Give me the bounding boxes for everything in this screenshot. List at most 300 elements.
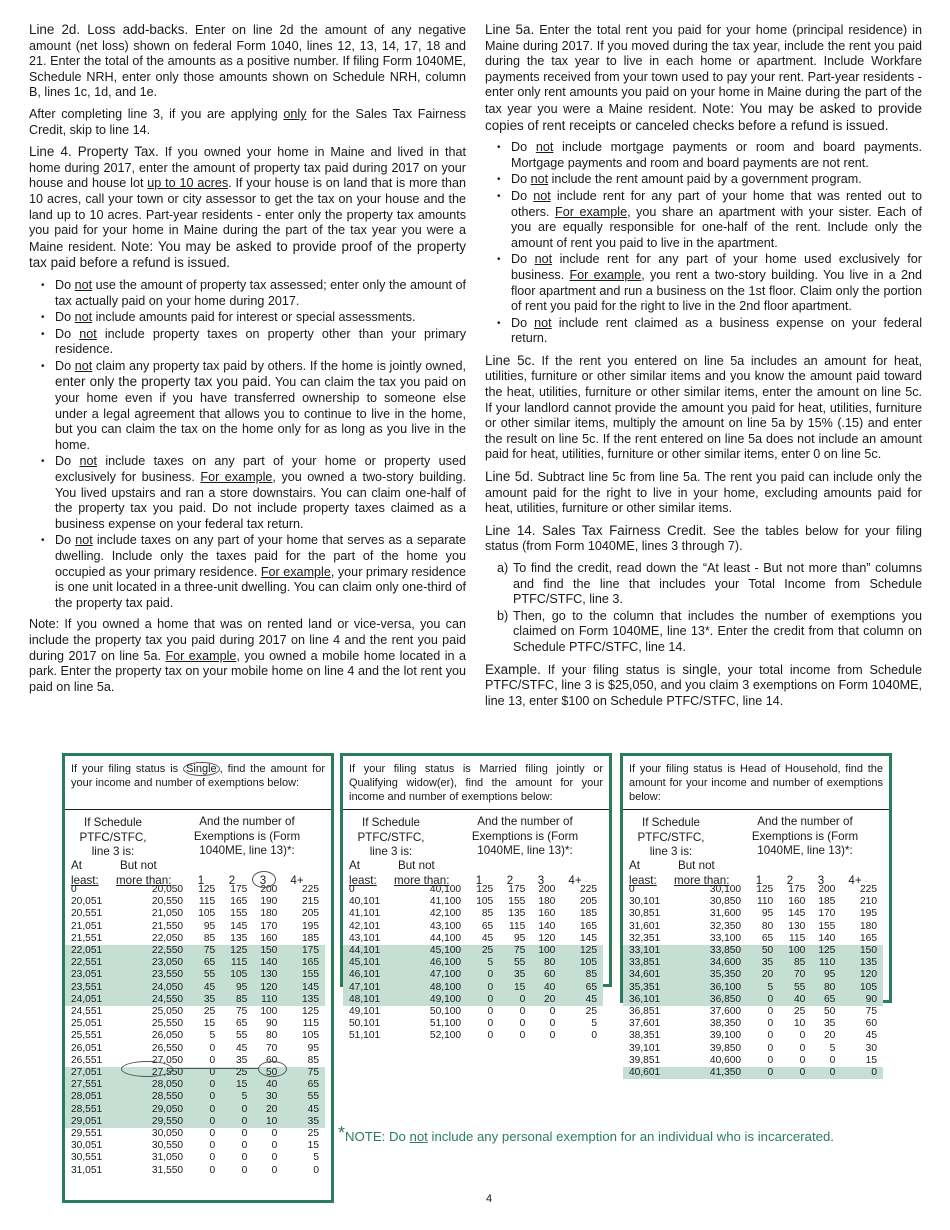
credit-cell: 45 bbox=[235, 1042, 248, 1054]
at-least-cell: 41,101 bbox=[349, 908, 381, 920]
table-row bbox=[343, 994, 603, 1006]
but-not-more-than-cell: 24,550 bbox=[119, 994, 183, 1006]
bullet-text: include rent for any part of your home that was rented out to others. bbox=[511, 188, 922, 219]
credit-cell: 0 bbox=[741, 1067, 773, 1079]
but-not-more-than-cell: 36,850 bbox=[677, 994, 741, 1006]
heading-line: Exemptions is (Form bbox=[751, 829, 859, 843]
credit-cell: 95 bbox=[215, 982, 247, 994]
single-table bbox=[62, 753, 334, 1203]
credit-cell: 25 bbox=[215, 1067, 247, 1079]
credit-cell: 0 bbox=[741, 994, 773, 1006]
but-not-more-than-cell: 27,550 bbox=[119, 1067, 183, 1079]
credit-cell: 65 bbox=[555, 982, 603, 994]
credit-cell: 135 bbox=[508, 908, 526, 920]
but-not-more-than-cell: 37,600 bbox=[709, 1006, 742, 1018]
exemption-4plus-heading: 4+ bbox=[290, 874, 304, 887]
line-5a-note: Note: You may be asked to provide copies of rent receipts or canceled checks before a refund is issued. bbox=[485, 100, 922, 133]
table-row bbox=[65, 1152, 325, 1164]
bullet-text: include taxes on any part of your home or property used exclusively for business. bbox=[55, 454, 466, 485]
bullet-text: You can claim the tax you paid on your home even if you have transferred ownership to someone else under a legal agreement that allows you to continue to live in the home, but you can claim the tax on the home only for as long as you live in the home. bbox=[55, 375, 467, 452]
credit-cell: 120 bbox=[835, 969, 883, 981]
at-least-cell: 38,351 bbox=[629, 1030, 661, 1042]
at-least-cell: 27,551 bbox=[65, 1079, 119, 1091]
heading-line: But not bbox=[678, 859, 715, 872]
table-row bbox=[343, 1006, 603, 1018]
bullet-text: include rent claimed as a business expense on your federal return. bbox=[511, 315, 922, 346]
credit-cell: 105 bbox=[215, 969, 247, 981]
credit-cell: 125 bbox=[198, 884, 216, 895]
credit-cell: 0 bbox=[767, 1006, 774, 1018]
exemptions-heading bbox=[177, 815, 317, 859]
exemptions-heading bbox=[735, 815, 875, 859]
credit-cell: 45 bbox=[555, 994, 603, 1006]
but-not-more-than-cell: 48,100 bbox=[397, 982, 461, 994]
only-underlined: only bbox=[283, 106, 307, 121]
footnote-star: * bbox=[338, 1123, 346, 1143]
credit-cell: 225 bbox=[860, 884, 877, 895]
table-row bbox=[623, 957, 883, 969]
at-least-cell: 24,051 bbox=[65, 994, 119, 1006]
income-heading bbox=[629, 816, 713, 860]
heading-line: line 3 is: bbox=[649, 845, 693, 858]
property-tax-bullets bbox=[29, 278, 466, 611]
credit-cell: 110 bbox=[247, 994, 277, 1006]
credit-cell: 5 bbox=[209, 1030, 216, 1042]
but-not-more-than-cell: 31,550 bbox=[151, 1164, 184, 1176]
bullet-item bbox=[55, 327, 466, 358]
credit-cell: 65 bbox=[481, 920, 494, 932]
credit-cell: 75 bbox=[865, 1006, 877, 1018]
table-row bbox=[623, 994, 883, 1006]
credit-cell: 0 bbox=[799, 1042, 806, 1054]
table-row bbox=[623, 969, 883, 981]
bullet-item bbox=[511, 189, 922, 251]
credit-cell: 5 bbox=[215, 1091, 247, 1103]
column-headers bbox=[65, 810, 331, 887]
at-least-cell: 27,051 bbox=[65, 1067, 119, 1079]
step-item bbox=[497, 561, 922, 608]
table-row bbox=[623, 1018, 883, 1030]
table-row bbox=[65, 921, 325, 933]
credit-cell: 55 bbox=[773, 982, 805, 994]
incarcerated-footnote bbox=[338, 1125, 834, 1146]
credit-cell: 0 bbox=[183, 1116, 215, 1128]
credit-cell: 0 bbox=[549, 1030, 556, 1042]
credit-cell: 25 bbox=[585, 1006, 597, 1018]
credit-cell: 45 bbox=[865, 1030, 877, 1042]
credit-cell: 80 bbox=[525, 957, 555, 969]
but-not-more-than-cell: 45,100 bbox=[397, 945, 461, 957]
heading-line: least: bbox=[71, 873, 99, 887]
at-least-cell: 45,101 bbox=[343, 957, 397, 969]
step-text: Then, go to the column that includes the number of exemptions you claimed on Form 1040ME, line 13*. Enter the credit from that column on Schedule PTFC/STFC, line 14. bbox=[513, 608, 922, 654]
credit-cell: 35 bbox=[493, 969, 525, 981]
bullet-text: Do bbox=[511, 172, 531, 187]
credit-cell: 80 bbox=[265, 1030, 278, 1042]
credit-cell: 155 bbox=[230, 908, 248, 920]
credit-cell: 0 bbox=[519, 1006, 526, 1018]
credit-cell: 135 bbox=[277, 994, 325, 1006]
credit-cell: 5 bbox=[591, 1018, 597, 1030]
credit-cell: 140 bbox=[818, 932, 836, 944]
credit-cell: 0 bbox=[313, 1164, 319, 1176]
at-least-cell: 23,051 bbox=[65, 969, 119, 981]
credit-cell: 0 bbox=[773, 1067, 805, 1079]
table-row bbox=[343, 908, 603, 920]
credit-cell: 70 bbox=[773, 969, 805, 981]
credit-cell: 55 bbox=[183, 969, 215, 981]
table-row bbox=[65, 1043, 325, 1055]
credit-cell: 20 bbox=[525, 994, 555, 1006]
but-not-more-than-cell: 20,050 bbox=[151, 884, 184, 895]
heading-line: But not bbox=[398, 859, 435, 872]
but-not-more-than-cell: 41,100 bbox=[429, 896, 462, 908]
table-row bbox=[65, 982, 325, 994]
header-text: , find the amount for your income and number of exemptions below: bbox=[71, 763, 325, 789]
right-column bbox=[485, 22, 922, 715]
bullet-text: Do bbox=[55, 326, 80, 341]
credit-cell: 30 bbox=[865, 1042, 877, 1054]
bullet-text: include the rent amount paid by a government program. bbox=[548, 172, 862, 187]
line-5a-heading: Line 5a. bbox=[485, 22, 535, 37]
at-least-cell: 39,101 bbox=[629, 1042, 661, 1054]
credit-cell: 0 bbox=[271, 1152, 278, 1164]
line-4-text-b: . If your house is on land that is more than 10 acres, call your town or city assessor to get the tax on your house and the land up to 10 acres. Part-year residents - enter only the property tax amounts you paid for your home in Maine during the part of the tax year you were a Maine resident. bbox=[29, 176, 467, 254]
not-underlined: not bbox=[535, 140, 554, 155]
credit-cell: 0 bbox=[767, 1042, 774, 1054]
at-least-cell: 46,101 bbox=[343, 969, 397, 981]
married-table-data bbox=[343, 884, 603, 1043]
bullet-text: Do bbox=[55, 358, 75, 373]
table-row bbox=[65, 1116, 325, 1128]
but-not-more-than-cell: 30,050 bbox=[151, 1128, 184, 1140]
but-not-more-than-cell: 35,350 bbox=[677, 969, 741, 981]
heading-line: At bbox=[629, 859, 640, 872]
after-text-a: After completing line 3, if you are applying bbox=[29, 106, 284, 121]
bullet-text: Do bbox=[511, 315, 535, 330]
credit-cell: 205 bbox=[302, 908, 319, 920]
at-least-cell: 30,101 bbox=[629, 896, 661, 908]
bullet-text: , you share an apartment with your sister. Each of you are equally responsible for one-half of the rent. Include only the amount of rent you paid to live in the apartment. bbox=[511, 204, 922, 250]
line-5c-paragraph bbox=[485, 353, 922, 463]
credit-cell: 60 bbox=[265, 1054, 278, 1066]
table-row bbox=[343, 969, 603, 981]
credit-cell: 0 bbox=[209, 1140, 216, 1152]
for-example-underlined: For example bbox=[260, 564, 331, 579]
credit-cell: 15 bbox=[215, 1079, 247, 1091]
credit-cell: 135 bbox=[835, 957, 883, 969]
table-row bbox=[343, 957, 603, 969]
at-least-cell: 33,101 bbox=[623, 945, 677, 957]
credit-cell: 15 bbox=[865, 1054, 877, 1066]
credit-cell: 35 bbox=[741, 957, 773, 969]
but-not-more-than-cell: 41,350 bbox=[677, 1067, 741, 1079]
at-least-cell: 26,051 bbox=[71, 1042, 103, 1054]
for-example-underlined: For example bbox=[200, 470, 273, 485]
not-underlined: not bbox=[530, 172, 549, 187]
not-underlined: not bbox=[74, 277, 93, 292]
line-5a-text: Enter the total rent you paid for your home (principal residence) in Maine during 2017. If you moved during the tax year, include the rent you paid during the tax year to live in each home or apartment. Include Workfare payments received from your town used to pay your rent. Part-year residents - enter only rent amounts you paid on your home in Maine during the part of the tax year you were a Maine resident. bbox=[485, 23, 922, 116]
footnote-text: NOTE: Do bbox=[345, 1129, 410, 1144]
income-heading bbox=[71, 816, 155, 860]
credit-cell: 35 bbox=[823, 1018, 836, 1030]
bullet-item bbox=[511, 140, 922, 171]
note-text-a: Note: If you owned a home that was on rented land or vice-versa, you can include the property tax you paid during 2017 on line 4 and the rent you paid during 2017 on line 5a. bbox=[29, 617, 466, 663]
line-14-heading: Line 14. Sales Tax Fairness Credit. bbox=[485, 522, 707, 538]
bullet-item bbox=[55, 454, 466, 532]
but-not-more-than-cell: 24,050 bbox=[119, 982, 183, 994]
credit-cell: 165 bbox=[277, 957, 325, 969]
but-not-more-than-cell: 29,550 bbox=[119, 1116, 183, 1128]
bullet-item bbox=[55, 359, 466, 454]
at-least-cell: 34,601 bbox=[623, 969, 677, 981]
credit-cell: 140 bbox=[538, 920, 556, 932]
credit-cell: 125 bbox=[555, 945, 603, 957]
exemption-1-heading: 1 bbox=[475, 874, 483, 887]
credit-cell: 180 bbox=[260, 908, 278, 920]
at-least-cell: 31,051 bbox=[71, 1164, 103, 1176]
bullet-text: include taxes on any part of your home that serves as a separate dwelling. Include only the taxes paid for the part of the home you occupied as your primary residence. bbox=[55, 533, 466, 579]
credit-cell: 105 bbox=[198, 908, 216, 920]
credit-cell: 25 bbox=[307, 1128, 319, 1140]
table-row bbox=[343, 1018, 603, 1030]
line-4-paragraph bbox=[29, 144, 466, 272]
table-row bbox=[343, 1030, 603, 1042]
credit-cell: 180 bbox=[538, 896, 556, 908]
at-least-heading bbox=[71, 859, 99, 888]
credit-cell: 115 bbox=[198, 896, 216, 908]
credit-cell: 15 bbox=[307, 1140, 319, 1152]
single-table-data bbox=[65, 884, 325, 1177]
but-not-more-than-cell: 51,100 bbox=[429, 1018, 462, 1030]
bullet-text: include rent for any part of your home used exclusively for business. bbox=[511, 252, 922, 282]
credit-cell: 0 bbox=[591, 1030, 597, 1042]
column-headers bbox=[343, 810, 609, 887]
credit-cell: 25 bbox=[793, 1006, 806, 1018]
at-least-cell: 35,351 bbox=[623, 982, 677, 994]
credit-cell: 0 bbox=[241, 1152, 248, 1164]
credit-cell: 75 bbox=[493, 945, 525, 957]
heading-line: And the number of bbox=[199, 815, 295, 828]
heading-line: least: bbox=[349, 873, 377, 887]
but-not-more-than-cell: 50,100 bbox=[429, 1006, 462, 1018]
at-least-cell: 48,101 bbox=[343, 994, 397, 1006]
credit-cell: 55 bbox=[235, 1030, 248, 1042]
line-2d-text: Enter on line 2d the amount of any negative amount (net loss) shown on federal Form 1040, lines 12, 13, 14, 17, 18 and 21. Enter the total of the amounts as a positive number. If filing Form 1040ME, Schedule NRH, enter only those amounts shown on Schedule NRH, column B, lines 1c, 1d, and 1e. bbox=[29, 23, 466, 100]
married-table-header: If your filing status is Married filing jointly or Qualifying widow(er), find the amount for your income and number of exemptions below: bbox=[343, 756, 609, 810]
line-5a-paragraph bbox=[485, 22, 922, 134]
heading-line: more than: bbox=[394, 873, 450, 887]
for-example-underlined: For example bbox=[569, 267, 642, 282]
at-least-cell: 26,551 bbox=[71, 1054, 103, 1066]
credit-cell: 165 bbox=[860, 932, 877, 944]
but-not-more-than-cell: 32,350 bbox=[709, 920, 742, 932]
at-least-cell: 44,101 bbox=[343, 945, 397, 957]
heading-line: If Schedule bbox=[641, 816, 700, 829]
credit-cell: 125 bbox=[756, 884, 774, 895]
credit-cell: 225 bbox=[302, 884, 319, 895]
table-row bbox=[623, 1055, 883, 1067]
not-underlined: not bbox=[75, 533, 93, 548]
credit-cell: 170 bbox=[260, 920, 278, 932]
credit-cell: 185 bbox=[580, 908, 597, 920]
bullet-text: include property taxes on property other than your primary residence. bbox=[55, 326, 466, 357]
credit-cell: 30 bbox=[247, 1091, 277, 1103]
but-not-more-than-cell: 44,100 bbox=[429, 932, 462, 944]
line-4-heading: Line 4. Property Tax. bbox=[29, 144, 159, 160]
not-underlined: not bbox=[409, 1129, 428, 1144]
example-text: , your total income from Schedule PTFC/STFC, line 3 is $25,050, and you claim 3 exemptions on Form 1040ME, line 13, enter $100 on Schedule PTFC/STFC, line 14. bbox=[485, 662, 922, 708]
credit-cell: 45 bbox=[481, 932, 494, 944]
credit-cell: 130 bbox=[788, 920, 806, 932]
credit-cell: 75 bbox=[277, 1067, 325, 1079]
table-row bbox=[65, 1006, 325, 1018]
credit-cell: 95 bbox=[761, 908, 774, 920]
at-least-cell: 21,551 bbox=[71, 932, 103, 944]
credit-cell: 45 bbox=[277, 1104, 325, 1116]
credit-cell: 0 bbox=[767, 1030, 774, 1042]
credit-cell: 0 bbox=[209, 1042, 216, 1054]
credit-cell: 40 bbox=[247, 1079, 277, 1091]
at-least-cell: 29,551 bbox=[71, 1128, 103, 1140]
table-row bbox=[65, 1165, 325, 1177]
credit-cell: 135 bbox=[230, 932, 248, 944]
table-row bbox=[65, 1128, 325, 1140]
credit-cell: 0 bbox=[241, 1164, 248, 1176]
but-not-more-than-cell: 25,550 bbox=[151, 1018, 184, 1030]
but-not-heading bbox=[674, 859, 729, 888]
heading-line: Exemptions is (Form bbox=[193, 829, 301, 843]
credit-cell: 0 bbox=[209, 1054, 216, 1066]
credit-cell: 95 bbox=[805, 969, 835, 981]
credit-cell: 85 bbox=[773, 957, 805, 969]
credit-cell: 0 bbox=[487, 1030, 494, 1042]
exemption-2-heading: 2 bbox=[228, 874, 236, 887]
but-not-more-than-cell: 42,100 bbox=[429, 908, 462, 920]
but-not-more-than-cell: 22,050 bbox=[151, 932, 184, 944]
credit-cell: 160 bbox=[788, 896, 806, 908]
at-least-heading bbox=[349, 859, 377, 888]
at-least-cell: 23,551 bbox=[65, 982, 119, 994]
heading-line: line 3 is: bbox=[369, 845, 413, 858]
but-not-more-than-cell: 28,550 bbox=[119, 1091, 183, 1103]
credit-cell: 0 bbox=[209, 1152, 216, 1164]
at-least-cell: 37,601 bbox=[629, 1018, 661, 1030]
not-underlined: not bbox=[79, 454, 97, 469]
example-text: If your filing status is bbox=[540, 662, 683, 677]
but-not-more-than-cell: 39,850 bbox=[709, 1042, 742, 1054]
line-5d-paragraph bbox=[485, 469, 922, 517]
credit-cell: 0 bbox=[829, 1054, 836, 1066]
credit-cell: 145 bbox=[788, 908, 806, 920]
credit-cell: 95 bbox=[513, 932, 526, 944]
but-not-more-than-cell: 29,050 bbox=[119, 1104, 183, 1116]
left-column bbox=[29, 22, 466, 701]
step-marker: b) bbox=[497, 608, 509, 623]
table-row bbox=[623, 945, 883, 957]
credit-cell: 5 bbox=[829, 1042, 836, 1054]
at-least-cell: 30,851 bbox=[629, 908, 661, 920]
step-marker: a) bbox=[497, 561, 509, 575]
table-row bbox=[343, 982, 603, 994]
note-text-b: , you owned a mobile home located in a park. Enter the property tax on your mobile home on line 4 and the lot rent you paid on line 5a. bbox=[29, 648, 466, 694]
heading-line: And the number of bbox=[477, 815, 573, 828]
but-not-more-than-cell: 23,550 bbox=[119, 969, 183, 981]
example-heading: Example. bbox=[485, 661, 541, 677]
credit-cell: 15 bbox=[203, 1018, 216, 1030]
but-not-more-than-cell: 30,550 bbox=[151, 1140, 184, 1152]
bullet-item bbox=[55, 533, 466, 611]
bullet-text: , you rent a two-story building. You live in a 2nd floor apartment and run a business on the 1st floor. Claim only the portion of rent you paid for the right to live in the 2nd floor apartment. bbox=[511, 267, 923, 314]
credit-cell: 65 bbox=[183, 957, 215, 969]
at-least-cell: 30,051 bbox=[71, 1140, 103, 1152]
credit-cell: 0 bbox=[215, 1104, 247, 1116]
credit-cell: 90 bbox=[265, 1018, 278, 1030]
credit-cell: 50 bbox=[247, 1067, 277, 1079]
credit-cell: 35 bbox=[277, 1116, 325, 1128]
credit-cell: 0 bbox=[805, 1067, 835, 1079]
at-least-cell: 21,051 bbox=[71, 920, 103, 932]
bullet-item bbox=[55, 310, 466, 326]
credit-cell: 0 bbox=[209, 1164, 216, 1176]
at-least-cell: 28,551 bbox=[65, 1104, 119, 1116]
credit-cell: 0 bbox=[461, 982, 493, 994]
credit-cell: 85 bbox=[481, 908, 494, 920]
exemptions-heading bbox=[455, 815, 595, 859]
page-number: 4 bbox=[486, 1193, 493, 1205]
but-not-more-than-cell: 26,050 bbox=[151, 1030, 184, 1042]
exemption-2-heading: 2 bbox=[786, 874, 794, 887]
bullet-item bbox=[55, 278, 466, 309]
credit-cell: 40 bbox=[525, 982, 555, 994]
bullet-text: Do bbox=[511, 252, 535, 267]
at-least-cell: 30,551 bbox=[71, 1152, 103, 1164]
credit-cell: 0 bbox=[271, 1140, 278, 1152]
heading-line: 1040ME, line 13)*: bbox=[477, 844, 573, 857]
credit-cell: 5 bbox=[741, 982, 773, 994]
credit-cell: 165 bbox=[580, 920, 597, 932]
credit-cell: 0 bbox=[549, 1018, 556, 1030]
bullet-text: use the amount of property tax assessed; enter only the amount of tax actually paid on your home during 2017. bbox=[55, 277, 466, 308]
credit-cell: 0 bbox=[487, 1018, 494, 1030]
credit-cell: 0 bbox=[461, 994, 493, 1006]
but-not-more-than-cell: 23,050 bbox=[119, 957, 183, 969]
bullet-item bbox=[511, 252, 922, 314]
credit-cell: 45 bbox=[183, 982, 215, 994]
line-2d-paragraph bbox=[29, 22, 466, 101]
at-least-cell: 20,051 bbox=[71, 896, 103, 908]
income-heading bbox=[349, 816, 433, 860]
credit-cell: 185 bbox=[818, 896, 836, 908]
highlight-connector bbox=[171, 1068, 258, 1069]
credit-cell: 180 bbox=[860, 920, 877, 932]
credit-cell: 140 bbox=[247, 957, 277, 969]
credit-cell: 0 bbox=[835, 1067, 883, 1079]
heading-line: line 3 is: bbox=[91, 845, 135, 858]
credit-cell: 0 bbox=[183, 1104, 215, 1116]
exemption-3-heading: 3 bbox=[259, 874, 267, 887]
table-row bbox=[65, 1091, 325, 1103]
credit-cell: 80 bbox=[805, 982, 835, 994]
table-row bbox=[343, 896, 603, 908]
line-4-note: Note: You may be asked to provide proof of the property tax paid before a refund is issued. bbox=[29, 238, 466, 271]
exemption-1-heading: 1 bbox=[197, 874, 205, 887]
credit-cell: 160 bbox=[538, 908, 556, 920]
credit-cell: 165 bbox=[230, 896, 248, 908]
credit-cell: 215 bbox=[302, 896, 319, 908]
table-row bbox=[623, 921, 883, 933]
after-line-3-paragraph bbox=[29, 107, 466, 138]
